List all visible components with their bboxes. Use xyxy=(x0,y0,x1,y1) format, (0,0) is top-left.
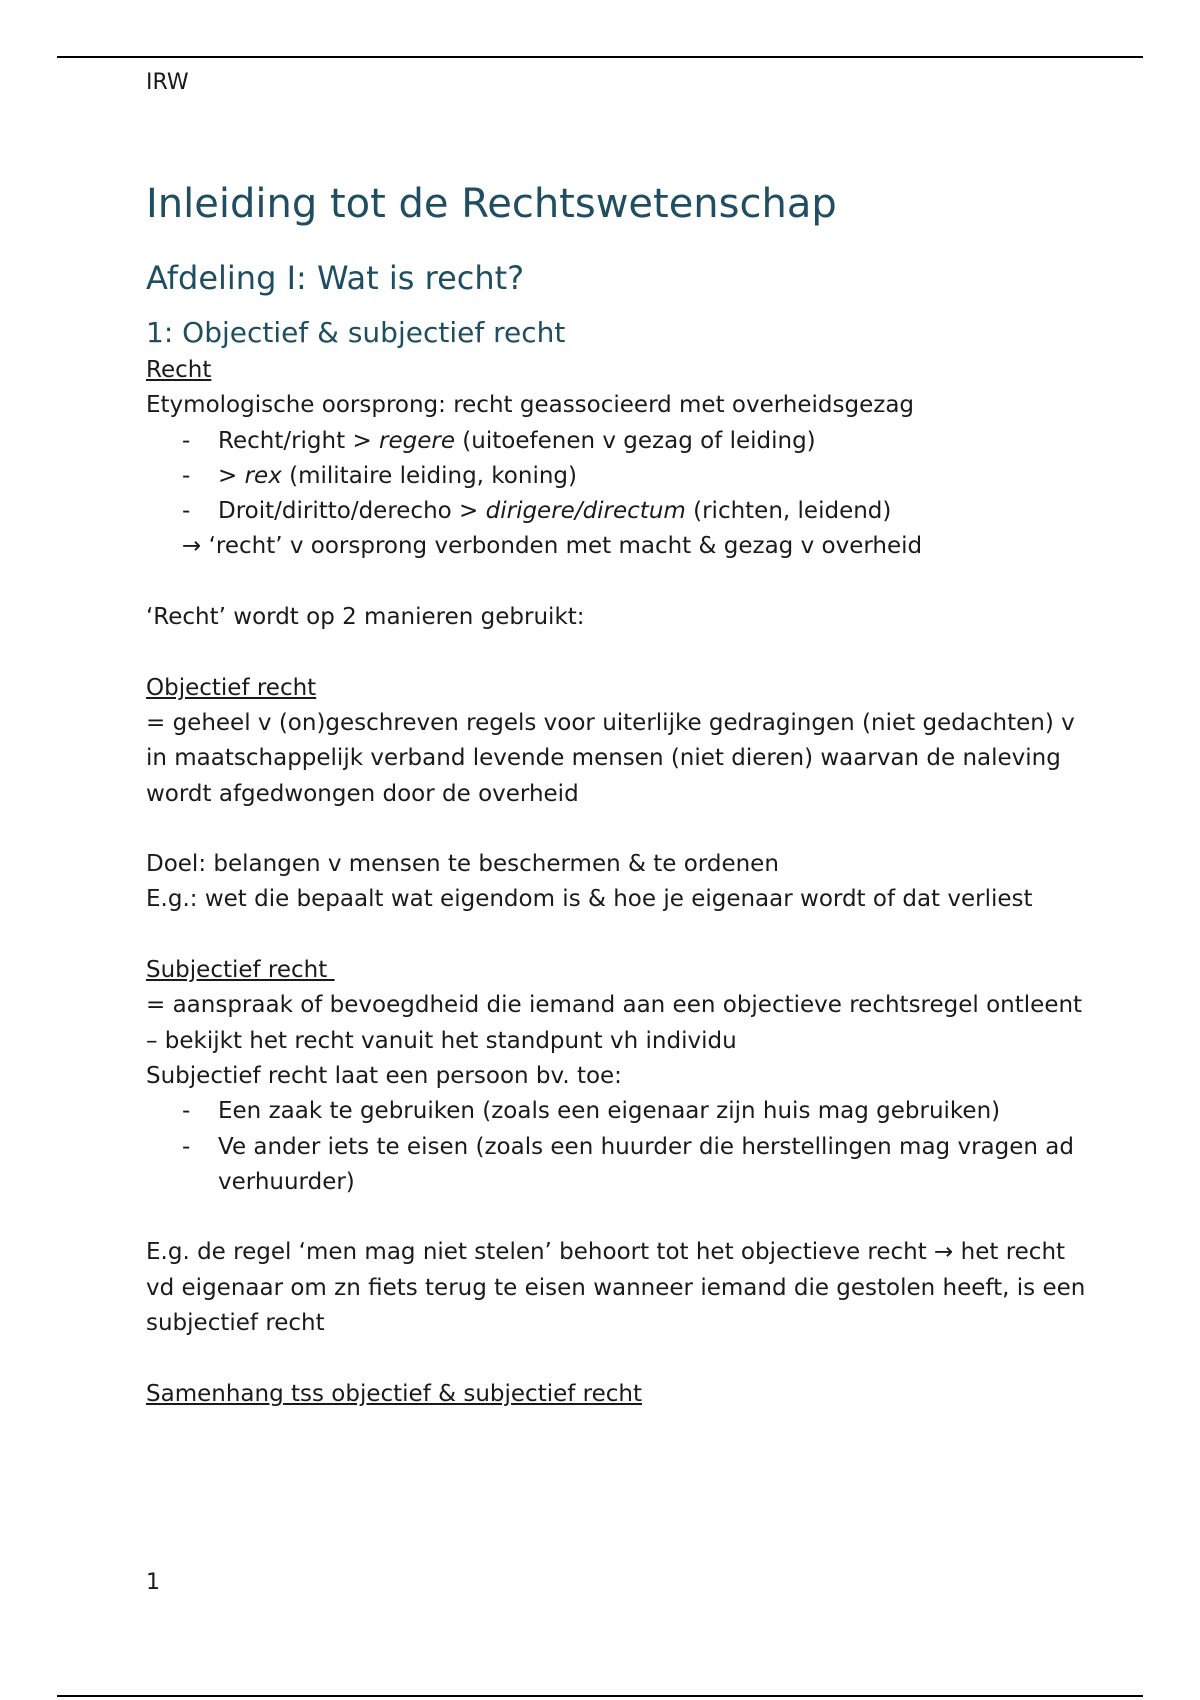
recht-intro: Etymologische oorsprong: recht geassocieerd met overheidsgezag xyxy=(146,392,915,419)
document-title: Inleiding tot de Rechtswetenschap xyxy=(146,181,837,227)
usage-line: ‘Recht’ wordt op 2 manieren gebruikt: xyxy=(146,604,585,631)
header-rule xyxy=(57,56,1143,58)
dash-bullet: - xyxy=(182,1098,191,1125)
page-number: 1 xyxy=(146,1570,160,1595)
arrow-conclusion: → ‘recht’ v oorsprong verbonden met macht & gezag v overheid xyxy=(182,533,923,560)
objectief-example: E.g.: wet die bepaalt wat eigendom is & hoe je eigenaar wordt of dat verliest xyxy=(146,886,1033,913)
document-body xyxy=(146,178,1086,1412)
list-item: - Droit/diritto/derecho > dirigere/directum (richten, leidend) xyxy=(146,494,1086,529)
etymology-list xyxy=(146,424,1086,530)
subjectief-definition: = aanspraak of bevoegdheid die iemand aan een objectieve rechtsregel ontleent – bekijkt het recht vanuit het standpunt vh individu xyxy=(146,992,1083,1054)
samenhang-heading: Samenhang tss objectief & subjectief recht xyxy=(146,1380,643,1407)
dash-bullet: - xyxy=(182,1133,191,1160)
dash-bullet: - xyxy=(182,427,191,454)
list-item: - > rex (militaire leiding, koning) xyxy=(146,459,1086,494)
subjectief-heading: Subjectief recht xyxy=(146,957,335,984)
section-heading: 1: Objectief & subjectief recht xyxy=(146,316,566,349)
recht-heading: Recht xyxy=(146,357,212,383)
list-item: - Een zaak te gebruiken (zoals een eigenaar zijn huis mag gebruiken) xyxy=(146,1094,1086,1129)
objectief-doel: Doel: belangen v mensen te beschermen & te ordenen xyxy=(146,851,779,878)
subjectief-example: E.g. de regel ‘men mag niet stelen’ behoort tot het objectieve recht → het recht vd eigenaar om zn fiets terug te eisen wanneer iemand die gestolen heeft, is een subjectief recht xyxy=(146,1239,1086,1337)
list-item: - Ve ander iets te eisen (zoals een huurder die herstellingen mag vragen ad verhuurder) xyxy=(146,1130,1086,1201)
objectief-definition: = geheel v (on)geschreven regels voor uiterlijke gedragingen (niet gedachten) v in maatschappelijk verband levende mensen (niet dieren) waarvan de naleving wordt afgedwongen door de overheid xyxy=(146,709,1075,807)
footer-rule xyxy=(57,1695,1143,1697)
dash-bullet: - xyxy=(182,462,191,489)
subjectief-intro: Subjectief recht laat een persoon bv. toe: xyxy=(146,1062,622,1089)
subjectief-list xyxy=(146,1094,1086,1200)
running-header: IRW xyxy=(146,70,189,95)
objectief-heading: Objectief recht xyxy=(146,674,317,701)
dash-bullet: - xyxy=(182,498,191,525)
chapter-heading: Afdeling I: Wat is recht? xyxy=(146,259,525,297)
list-item: - Recht/right > regere (uitoefenen v gezag of leiding) xyxy=(146,424,1086,459)
